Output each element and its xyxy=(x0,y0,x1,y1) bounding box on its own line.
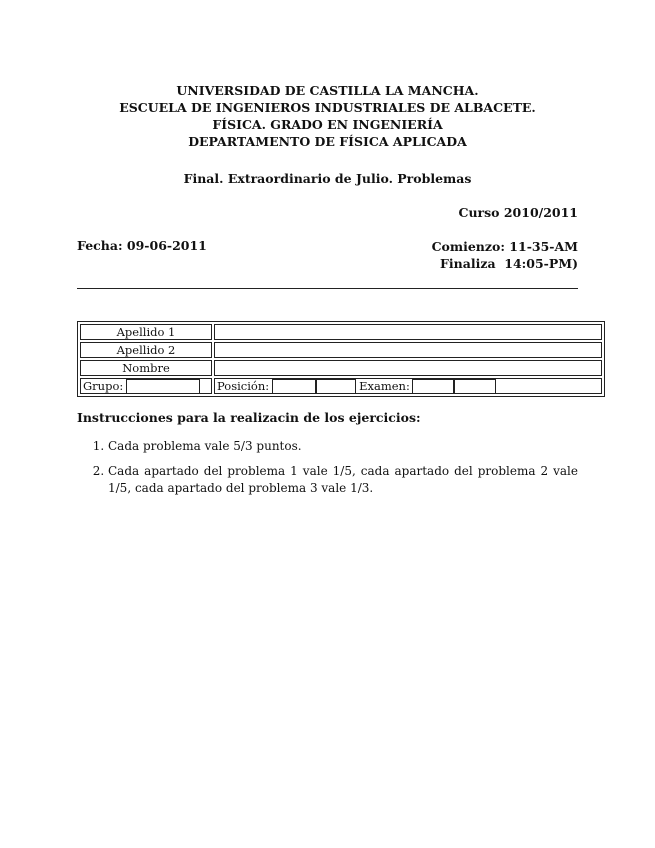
posicion-field-2[interactable] xyxy=(316,379,356,394)
instructions-title: Instrucciones para la realizacin de los ejercicios: xyxy=(77,410,421,425)
header-line-4: DEPARTAMENTO DE FÍSICA APLICADA xyxy=(188,134,467,149)
form-row-codes xyxy=(80,378,602,394)
instructions-list xyxy=(77,438,578,505)
end-time: Finaliza 14:05-PM) xyxy=(440,256,578,271)
exam-times xyxy=(432,238,578,272)
instruction-item: 2. Cada apartado del problema 1 vale 1/5, cada apartado del problema 2 vale 1/5, cada apartado del problema 3 vale 1/3. xyxy=(108,463,578,497)
form-row-nombre xyxy=(80,360,602,376)
codes-cell xyxy=(214,378,602,394)
grupo-label: Grupo: xyxy=(83,379,124,393)
apellido2-label: Apellido 2 xyxy=(80,342,212,358)
form-row-apellido2 xyxy=(80,342,602,358)
header-line-1: UNIVERSIDAD DE CASTILLA LA MANCHA. xyxy=(176,83,479,98)
nombre-label: Nombre xyxy=(80,360,212,376)
header-line-2: ESCUELA DE INGENIEROS INDUSTRIALES DE ALBACETE. xyxy=(119,100,536,115)
posicion-field-1[interactable] xyxy=(272,379,316,394)
examen-field-2[interactable] xyxy=(454,379,496,394)
grupo-field[interactable] xyxy=(126,379,200,394)
header-line-3: FÍSICA. GRADO EN INGENIERÍA xyxy=(212,117,443,132)
nombre-field[interactable] xyxy=(214,360,602,376)
university-header xyxy=(77,82,578,150)
apellido2-field[interactable] xyxy=(214,342,602,358)
exam-title: Final. Extraordinario de Julio. Problemas xyxy=(183,171,472,186)
apellido1-label: Apellido 1 xyxy=(80,324,212,340)
course-year: Curso 2010/2011 xyxy=(458,205,578,220)
start-time: Comienzo: 11-35-AM xyxy=(431,239,578,254)
apellido1-field[interactable] xyxy=(214,324,602,340)
student-info-form xyxy=(77,321,605,397)
exam-date: Fecha: 09-06-2011 xyxy=(77,238,207,253)
examen-field-1[interactable] xyxy=(412,379,454,394)
examen-label: Examen: xyxy=(359,379,410,393)
posicion-label: Posición: xyxy=(217,379,270,393)
form-row-apellido1 xyxy=(80,324,602,340)
grupo-cell xyxy=(80,378,212,394)
instruction-item: 1. Cada problema vale 5/3 puntos. xyxy=(108,438,578,455)
horizontal-rule xyxy=(77,288,578,289)
